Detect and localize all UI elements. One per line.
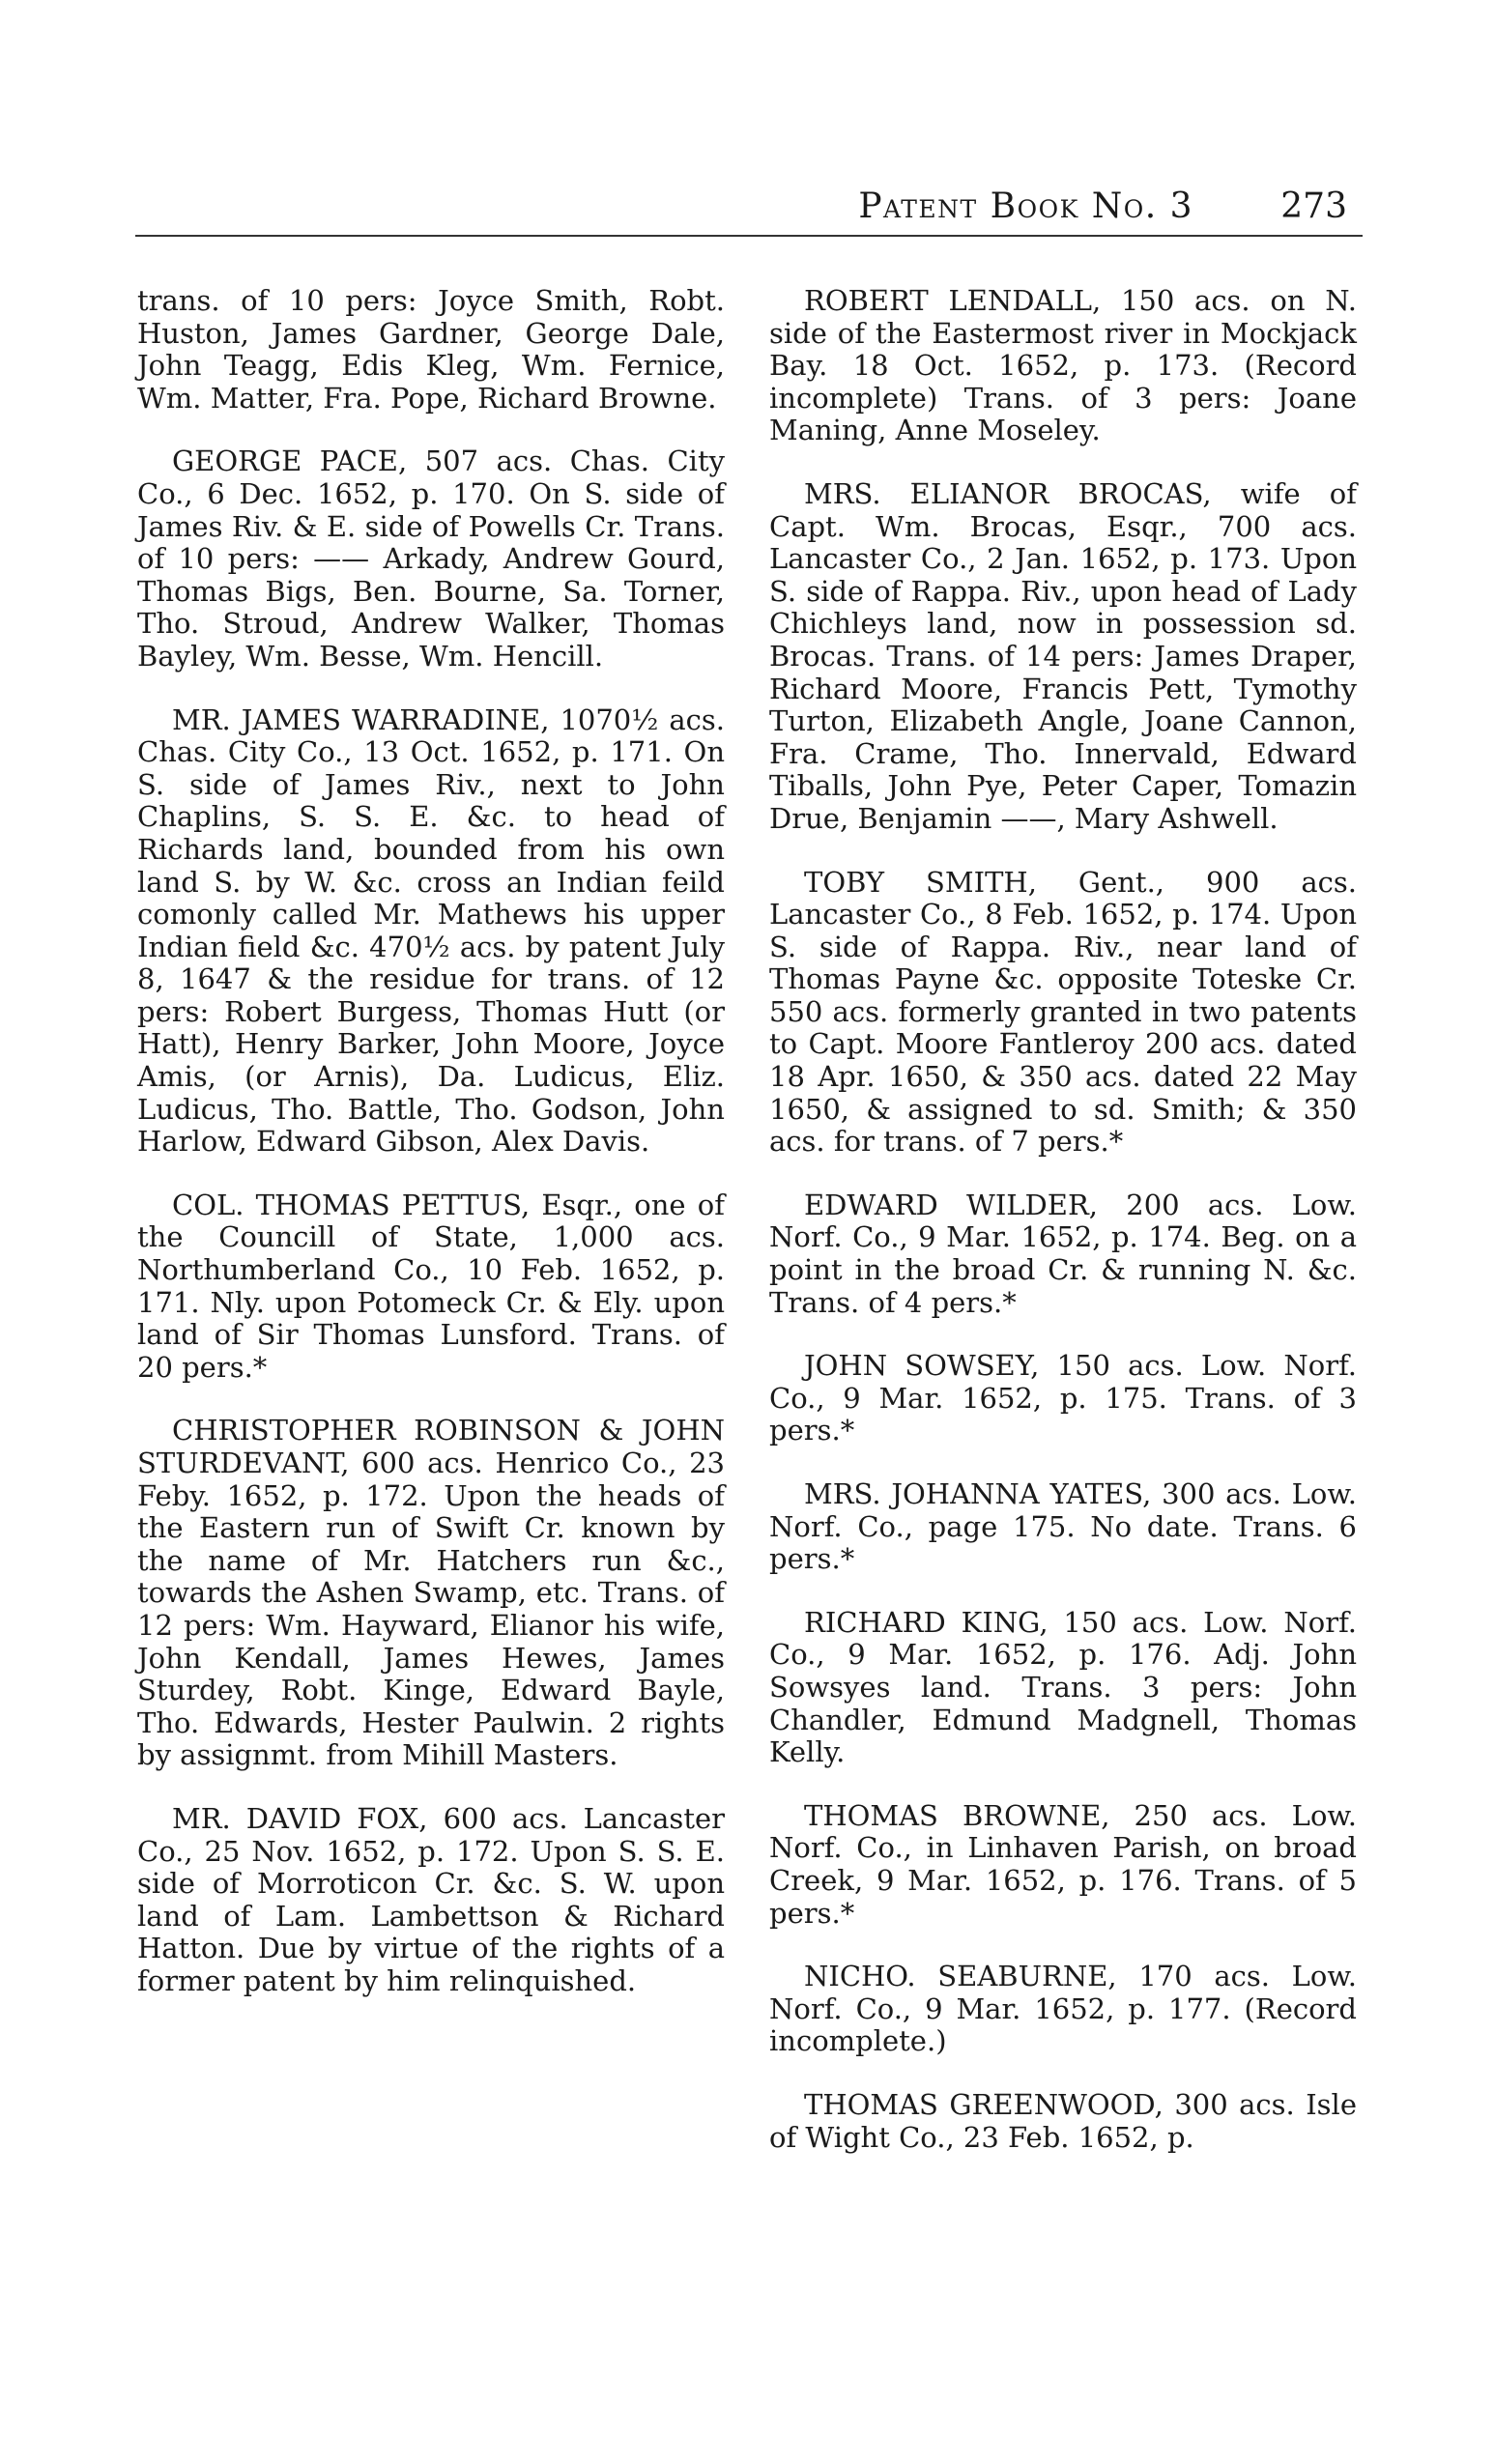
patent-entry: trans. of 10 pers: Joyce Smith, Robt. Huston, James Gardner, George Dale, John Teagg, Edis Kleg, Wm. Fernice, Wm. Matter, Fra. Pope, Richard Browne. <box>137 284 725 415</box>
patent-entry: MR. JAMES WARRADINE, 1070½ acs. Chas. City Co., 13 Oct. 1652, p. 171. On S. side of James Riv., next to John Chaplins, S. S. E. &c. to head of Richards land, bounded from his own land S. by W. &c. cross an Indian feild comonly called Mr. Mathews his upper Indian field &c. 470½ acs. by patent July 8, 1647 & the residue for trans. of 12 pers: Robert Burgess, Thomas Hutt (or Hatt), Henry Barker, John Moore, Joyce Amis, (or Arnis), Da. Ludicus, Eliz. Ludicus, Tho. Battle, Tho. Godson, John Harlow, Edward Gibson, Alex Davis. <box>137 702 725 1159</box>
patent-entry: RICHARD KING, 150 acs. Low. Norf. Co., 9 Mar. 1652, p. 176. Adj. John Sowsyes land. Trans. 3 pers: John Chandler, Edmund Madgnell, Thomas Kelly. <box>769 1605 1357 1769</box>
patent-entry: MRS. JOHANNA YATES, 300 acs. Low. Norf. Co., page 175. No date. Trans. 6 pers.* <box>769 1477 1357 1576</box>
running-title: Patent Book No. 3 <box>858 186 1193 226</box>
patent-entry: THOMAS BROWNE, 250 acs. Low. Norf. Co., in Linhaven Parish, on broad Creek, 9 Mar. 1652, p. 176. Trans. of 5 pers.* <box>769 1798 1357 1930</box>
patent-entry: THOMAS GREENWOOD, 300 acs. Isle of Wight Co., 23 Feb. 1652, p. <box>769 2087 1357 2154</box>
patent-entry: MR. DAVID FOX, 600 acs. Lancaster Co., 25 Nov. 1652, p. 172. Upon S. S. E. side of Morroticon Cr. &c. S. W. upon land of Lam. Lambettson & Richard Hatton. Due by virtue of the rights of a former patent by him relinquished. <box>137 1801 725 1997</box>
patent-entry: TOBY SMITH, Gent., 900 acs. Lancaster Co., 8 Feb. 1652, p. 174. Upon S. side of Rappa. Riv., near land of Thomas Payne &c. opposite Toteske Cr. 550 acs. formerly granted in two patents to Capt. Moore Fantleroy 200 acs. dated 18 Apr. 1650, & 350 acs. dated 22 May 1650, & assigned to sd. Smith; & 350 acs. for trans. of 7 pers.* <box>769 865 1357 1159</box>
patent-entry: COL. THOMAS PETTUS, Esqr., one of the Councill of State, 1,000 acs. Northumberland Co., 10 Feb. 1652, p. 171. Nly. upon Potomeck Cr. & Ely. upon land of Sir Thomas Lunsford. Trans. of 20 pers.* <box>137 1188 725 1384</box>
left-column <box>137 285 725 2029</box>
patent-entry: NICHO. SEABURNE, 170 acs. Low. Norf. Co., 9 Mar. 1652, p. 177. (Record incomplete.) <box>769 1960 1357 2058</box>
patent-entry: JOHN SOWSEY, 150 acs. Low. Norf. Co., 9 Mar. 1652, p. 175. Trans. of 3 pers.* <box>769 1349 1357 1447</box>
right-column <box>769 285 1357 2185</box>
header-rule <box>135 235 1363 237</box>
patent-entry: MRS. ELIANOR BROCAS, wife of Capt. Wm. Brocas, Esqr., 700 acs. Lancaster Co., 2 Jan. 1652, p. 173. Upon S. side of Rappa. Riv., upon head of Lady Chichleys land, now in possession sd. Brocas. Trans. of 14 pers: James Draper, Richard Moore, Francis Pett, Tymothy Turton, Elizabeth Angle, Joane Cannon, Fra. Crame, Tho. Innervald, Edward Tiballs, John Pye, Peter Caper, Tomazin Drue, Benjamin ——, Mary Ashwell. <box>769 476 1357 835</box>
patent-entry: EDWARD WILDER, 200 acs. Low. Norf. Co., 9 Mar. 1652, p. 174. Beg. on a point in the broad Cr. & running N. &c. Trans. of 4 pers.* <box>769 1188 1357 1319</box>
patent-entry: GEORGE PACE, 507 acs. Chas. City Co., 6 Dec. 1652, p. 170. On S. side of James Riv. & E. side of Powells Cr. Trans. of 10 pers: —— Arkady, Andrew Gourd, Thomas Bigs, Ben. Bourne, Sa. Torner, Tho. Stroud, Andrew Walker, Thomas Bayley, Wm. Besse, Wm. Hencill. <box>137 444 725 673</box>
patent-entry: ROBERT LENDALL, 150 acs. on N. side of the Eastermost river in Mockjack Bay. 18 Oct. 1652, p. 173. (Record incomplete) Trans. of 3 pers: Joane Maning, Anne Moseley. <box>769 284 1357 447</box>
page-number: 273 <box>1280 186 1347 226</box>
running-header <box>135 179 1363 237</box>
patent-entry: CHRISTOPHER ROBINSON & JOHN STURDEVANT, 600 acs. Henrico Co., 23 Feby. 1652, p. 172. Upon the heads of the Eastern run of Swift Cr. known by the name of Mr. Hatchers run &c., towards the Ashen Swamp, etc. Trans. of 12 pers: Wm. Hayward, Elianor his wife, John Kendall, James Hewes, James Sturdey, Robt. Kinge, Edward Bayle, Tho. Edwards, Hester Paulwin. 2 rights by assignmt. from Mihill Masters. <box>137 1414 725 1772</box>
